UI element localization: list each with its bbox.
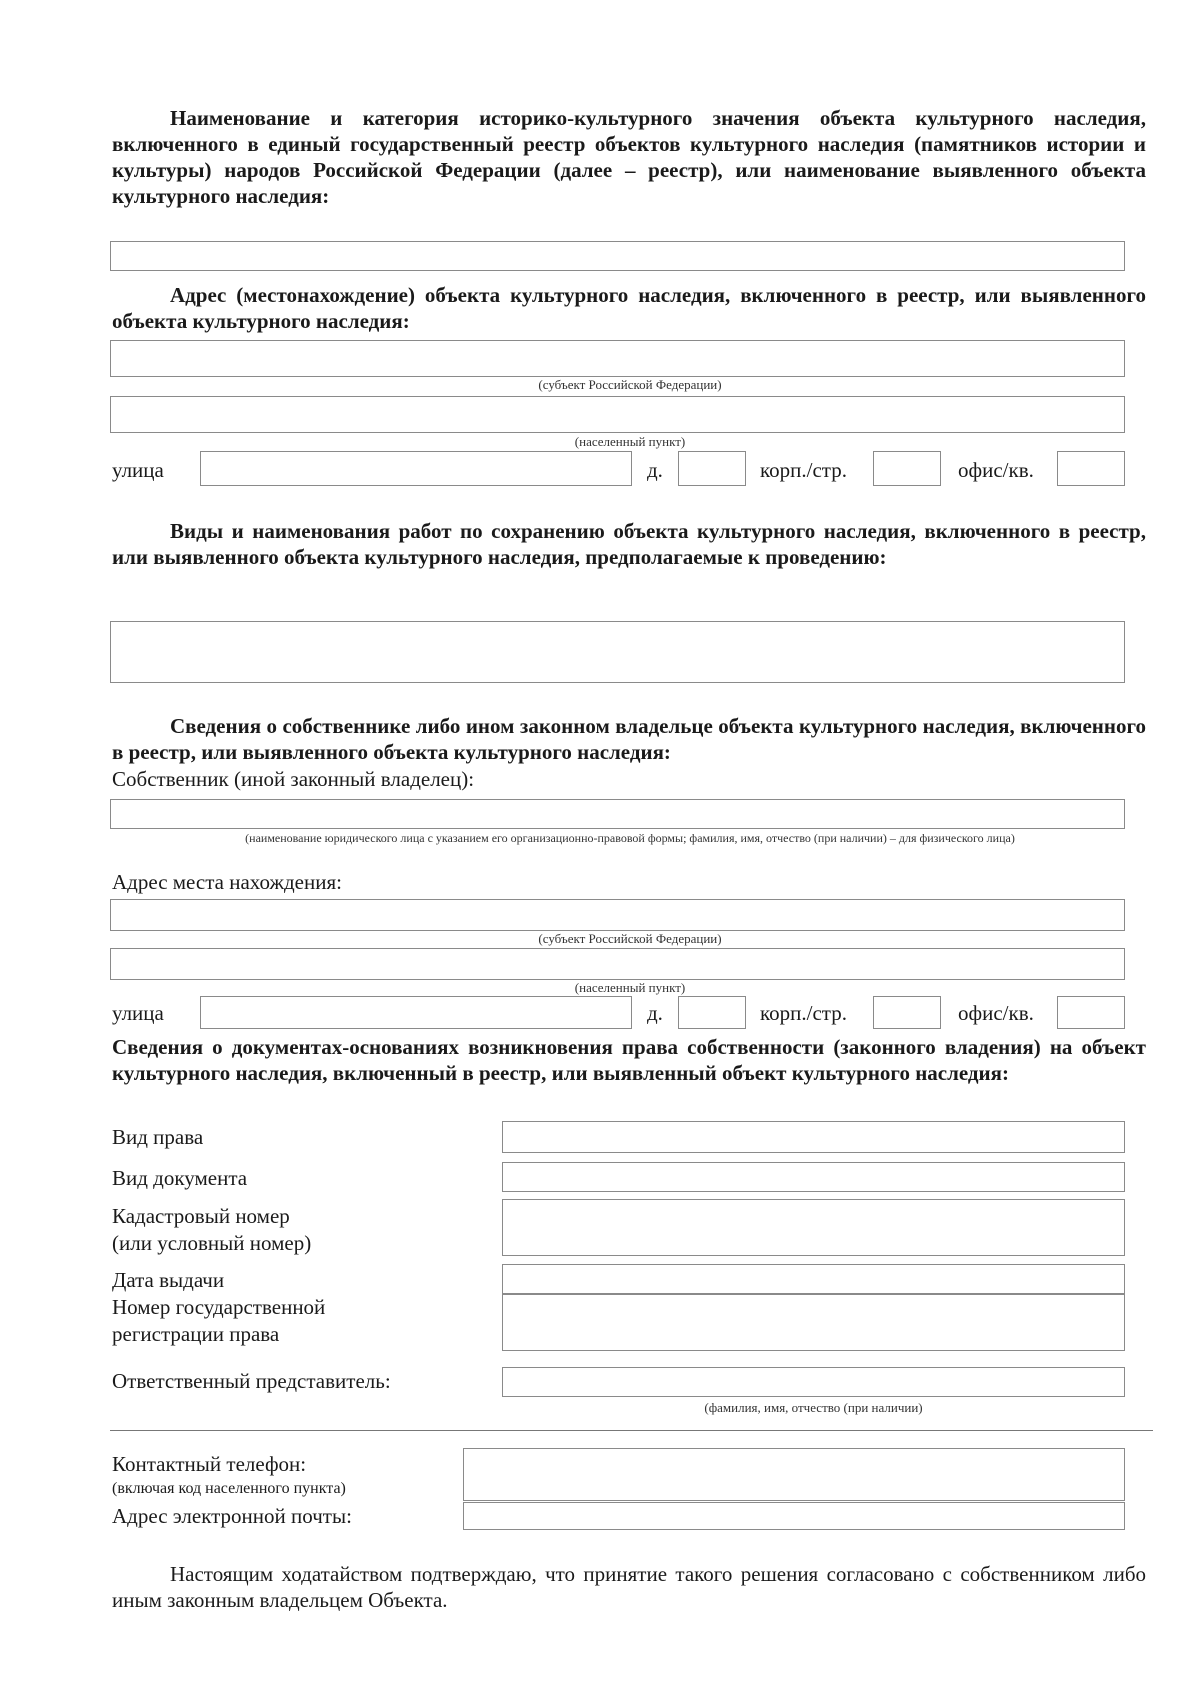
object-building-label: корп./стр. xyxy=(760,458,847,482)
object-building-field[interactable] xyxy=(873,451,941,486)
documents-heading: Сведения о документах-основаниях возникновения права собственности (законного владения) на объект культурного наследия, включенный в реестр, или выявленный объект культурного наследия: xyxy=(112,1035,1146,1085)
owner-house-field[interactable] xyxy=(678,996,746,1029)
owner-office-label: офис/кв. xyxy=(958,1001,1034,1025)
email-label: Адрес электронной почты: xyxy=(112,1504,352,1528)
cadastral-field[interactable] xyxy=(502,1199,1125,1256)
object-name-field[interactable] xyxy=(110,241,1125,271)
owner-subject-field[interactable] xyxy=(110,899,1125,931)
owner-caption: (наименование юридического лица с указанием его организационно-правовой формы; фамилия, имя, отчество (при наличии) – для физического лица) xyxy=(245,831,1015,845)
object-subject-caption: (субъект Российской Федерации) xyxy=(538,377,722,392)
representative-label: Ответственный представитель: xyxy=(112,1369,391,1393)
doc-type-label: Вид документа xyxy=(112,1166,248,1190)
phone-note: (включая код населенного пункта) xyxy=(112,1480,346,1497)
object-house-field[interactable] xyxy=(678,451,746,486)
reg-number-field[interactable] xyxy=(502,1294,1125,1351)
object-address-heading: Адрес (местонахождение) объекта культурного наследия, включенного в реестр, или выявленного объекта культурного наследия: xyxy=(112,283,1146,333)
object-house-label: д. xyxy=(647,458,663,482)
owner-locality-caption: (населенный пункт) xyxy=(574,980,686,995)
owner-label: Собственник (иной законный владелец): xyxy=(112,767,475,791)
owner-street-field[interactable] xyxy=(200,996,632,1029)
divider-line xyxy=(110,1430,1153,1431)
object-street-label: улица xyxy=(112,458,164,482)
owner-street-label: улица xyxy=(112,1001,164,1025)
representative-field[interactable] xyxy=(502,1367,1125,1397)
issue-date-field[interactable] xyxy=(502,1264,1125,1294)
doc-type-field[interactable] xyxy=(502,1162,1125,1192)
object-locality-field[interactable] xyxy=(110,396,1125,433)
reg-number-label-line1: Номер государственной xyxy=(112,1295,326,1319)
email-field[interactable] xyxy=(463,1502,1125,1530)
cadastral-label-line2: (или условный номер) xyxy=(112,1231,312,1255)
object-street-field[interactable] xyxy=(200,451,632,486)
cadastral-label-line1: Кадастровый номер xyxy=(112,1204,290,1228)
right-type-label: Вид права xyxy=(112,1125,204,1149)
owner-address-label: Адрес места нахождения: xyxy=(112,870,342,894)
owner-field[interactable] xyxy=(110,799,1125,829)
works-heading: Виды и наименования работ по сохранению объекта культурного наследия, включенного в реестр, или выявленного объекта культурного наследия, предполагаемые к проведению: xyxy=(112,519,1146,569)
object-office-label: офис/кв. xyxy=(958,458,1034,482)
works-field[interactable] xyxy=(110,621,1125,683)
issue-date-label: Дата выдачи xyxy=(112,1268,225,1292)
owner-building-field[interactable] xyxy=(873,996,941,1029)
object-name-heading: Наименование и категория историко-культурного значения объекта культурного наследия, включенного в единый государственный реестр объектов культурного наследия (памятников истории и культуры) народов Российской Федерации (далее – реестр), или наименование выявленного объекта культурного наследия: xyxy=(112,106,1146,208)
owner-house-label: д. xyxy=(647,1001,663,1025)
phone-label: Контактный телефон: xyxy=(112,1452,307,1476)
confirmation-text: Настоящим ходатайством подтверждаю, что принятие такого решения согласовано с собственником либо иным законным владельцем Объекта. xyxy=(112,1562,1146,1612)
object-locality-caption: (населенный пункт) xyxy=(574,434,686,449)
owner-building-label: корп./стр. xyxy=(760,1001,847,1025)
object-office-field[interactable] xyxy=(1057,451,1125,486)
owner-locality-field[interactable] xyxy=(110,948,1125,980)
reg-number-label-line2: регистрации права xyxy=(112,1322,280,1346)
object-subject-field[interactable] xyxy=(110,340,1125,377)
owner-office-field[interactable] xyxy=(1057,996,1125,1029)
phone-field[interactable] xyxy=(463,1448,1125,1501)
right-type-field[interactable] xyxy=(502,1121,1125,1153)
owner-heading: Сведения о собственнике либо ином законном владельце объекта культурного наследия, включенного в реестр, или выявленного объекта культурного наследия: xyxy=(112,714,1146,764)
representative-caption: (фамилия, имя, отчество (при наличии) xyxy=(704,1400,923,1415)
owner-subject-caption: (субъект Российской Федерации) xyxy=(538,931,722,946)
